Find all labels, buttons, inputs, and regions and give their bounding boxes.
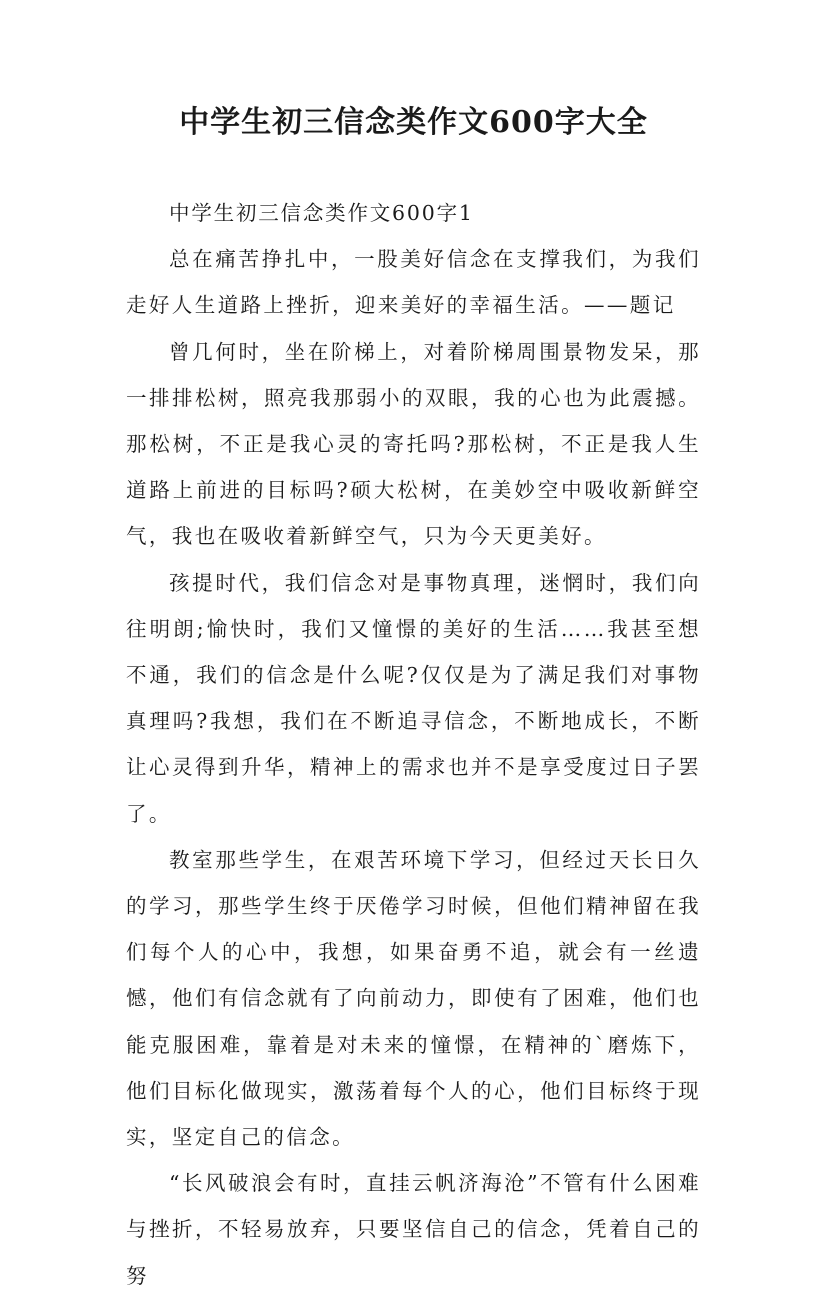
paragraph-pine-trees: 曾几何时，坐在阶梯上，对着阶梯周围景物发呆，那一排排松树，照亮我那弱小的双眼，我的心也为此震撼。那松树，不正是我心灵的寄托吗?那松树，不正是我人生道路上前进的目标吗?硕大松树，在美妙空中吸收新鲜空气，我也在吸收着新鲜空气，只为今天更美好。: [126, 339, 701, 549]
section-heading: 中学生初三信念类作文600字1: [169, 201, 474, 225]
paragraph-childhood: 孩提时代，我们信念对是事物真理，迷惘时，我们向往明朗;愉快时，我们又憧憬的美好的生活……我甚至想不通，我们的信念是什么呢?仅仅是为了满足我们对事物真理吗?我想，我们在不断追寻信念，不断地成长，不断让心灵得到升华，精神上的需求也并不是享受度过日子罢了。: [126, 570, 701, 826]
paragraph-classroom: 教室那些学生，在艰苦环境下学习，但经过天长日久的学习，那些学生终于厌倦学习时候，但他们精神留在我们每个人的心中，我想，如果奋勇不追，就会有一丝遗憾，他们有信念就有了向前动力，即使有了困难，他们也能克服困难，靠着是对未来的憧憬，在精神的`磨炼下，他们目标化做现实，激荡着每个人的心，他们目标终于现实，坚定自己的信念。: [126, 847, 701, 1150]
paragraph-quote: “长风破浪会有时，直挂云帆济海沧”不管有什么困难与挫折，不轻易放弃，只要坚信自己的信念，凭着自己的努: [126, 1171, 701, 1288]
document-body: [126, 190, 701, 1299]
paragraph-epigraph: 总在痛苦挣扎中，一股美好信念在支撑我们，为我们走好人生道路上挫折，迎来美好的幸福生活。——题记: [126, 247, 701, 318]
document-title: 中学生初三信念类作文600字大全: [179, 105, 648, 140]
